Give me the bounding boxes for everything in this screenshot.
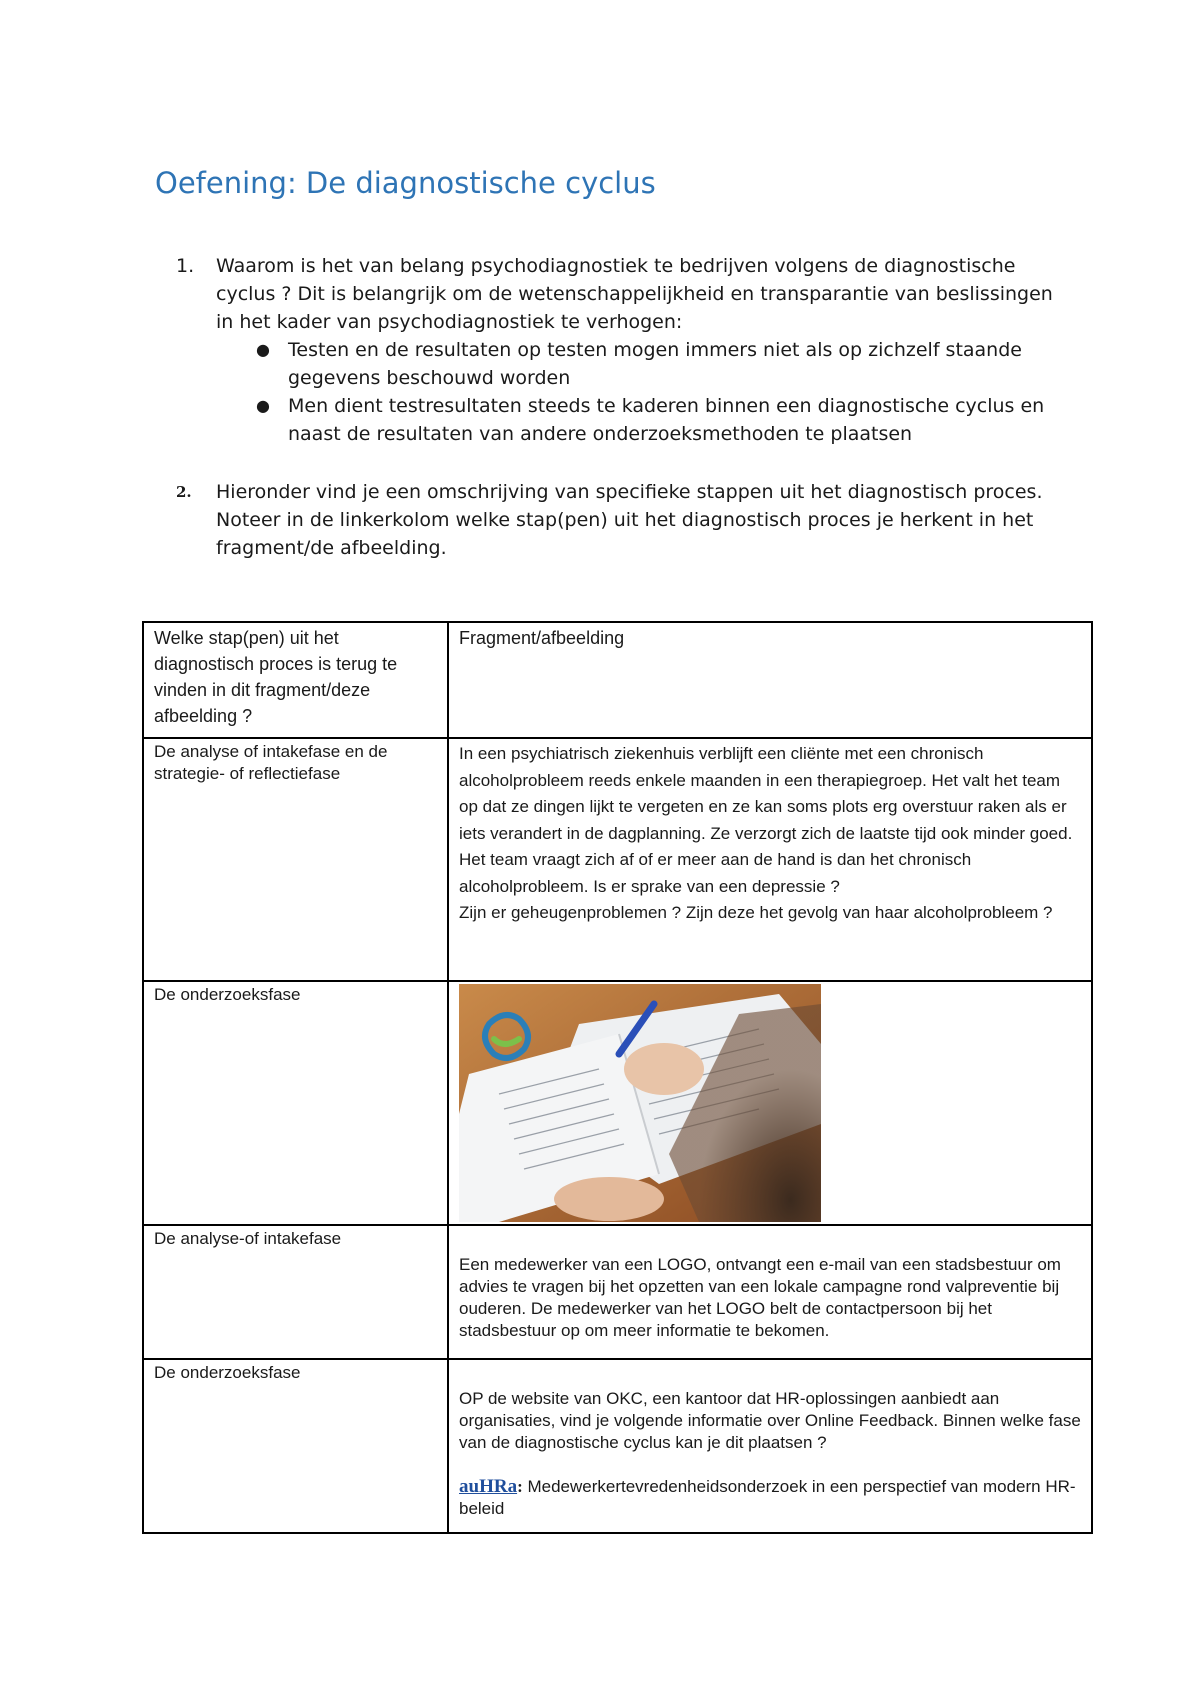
question-1-number: 1. (176, 255, 195, 277)
table-row (143, 1359, 1092, 1533)
header-fragment: Fragment/afbeelding (448, 622, 1092, 738)
fragment-cell: OP de website van OKC, een kantoor dat HR-oplossingen aanbiedt aan organisaties, vind je volgende informatie over Online Feedback. Binnen welke fase van de diagnostische cyclus kan je dit plaatsen ? (459, 1389, 1081, 1452)
test-photo (459, 984, 821, 1222)
table-header-row (143, 622, 1092, 738)
fragment-cell: Een medewerker van een LOGO, ontvangt een e-mail van een stadsbestuur om advies te vragen bij het opzetten van een lokale campagne rond valpreventie bij ouderen. De medewerker van het LOGO belt de contactpersoon bij het stadsbestuur op om meer informatie te bekomen. (459, 1255, 1061, 1340)
table-row (143, 738, 1092, 981)
auhra-link[interactable]: auHRa (459, 1476, 518, 1497)
list-item: ● Testen en de resultaten op testen mogen immers niet als op zichzelf staande gegevens beschouwd worden (216, 336, 1066, 392)
step-cell: De onderzoeksfase (154, 1363, 301, 1382)
page-title: Oefening: De diagnostische cyclus (155, 166, 656, 200)
question-2-text: Hieronder vind je een omschrijving van specifieke stappen uit het diagnostisch proces. Noteer in de linkerkolom welke stap(pen) uit het diagnostisch proces je herkent in het fragment/de afbeelding. (216, 481, 1043, 559)
step-cell: De onderzoeksfase (154, 985, 301, 1004)
bullet-icon: ● (256, 396, 270, 415)
fragment-cell: Zijn er geheugenproblemen ? Zijn deze het gevolg van haar alcoholprobleem ? (459, 903, 1053, 922)
link-line: auHRa: Medewerkertevredenheidsonderzoek in een perspectief van modern HR-beleid (459, 1476, 1076, 1518)
table-row (143, 1225, 1092, 1359)
bullet-list (216, 336, 1066, 448)
fragment-cell: In een psychiatrisch ziekenhuis verblijft een cliënte met een chronisch alcoholprobleem reeds enkele maanden in een therapiegroep. Het valt het team op dat ze dingen lijkt te vergeten en ze kan soms plots erg overstuur raken als er iets verandert in de dagplanning. Ze verzorgt zich de laatste tijd ook minder goed. Het team vraagt zich af of er meer aan de hand is dan het chronisch alcoholprobleem. Is er sprake van een depressie ? (459, 744, 1073, 896)
step-cell: De analyse-of intakefase (154, 1229, 342, 1248)
question-2 (176, 478, 1076, 562)
header-step: Welke stap(pen) uit het diagnostisch proces is terug te vinden in dit fragment/deze afbeelding ? (143, 622, 448, 738)
bullet-icon: ● (256, 340, 270, 359)
question-1-text: Waarom is het van belang psychodiagnostiek te bedrijven volgens de diagnostische cyclus ? Dit is belangrijk om de wetenschappelijkheid en transparantie van beslissingen in het kader van psychodiagnostiek te verhogen: (216, 255, 1053, 333)
table-row (143, 981, 1092, 1225)
list-item: ● Men dient testresultaten steeds te kaderen binnen een diagnostische cyclus en naast de resultaten van andere onderzoeksmethoden te plaatsen (216, 392, 1066, 448)
step-cell: De analyse of intakefase en de strategie- of reflectiefase (154, 742, 388, 783)
question-1 (176, 252, 1076, 448)
link-description: Medewerkertevredenheidsonderzoek in een perspectief van modern HR-beleid (459, 1477, 1076, 1518)
question-2-number: 2. (176, 483, 192, 501)
exercise-table (142, 621, 1093, 1534)
